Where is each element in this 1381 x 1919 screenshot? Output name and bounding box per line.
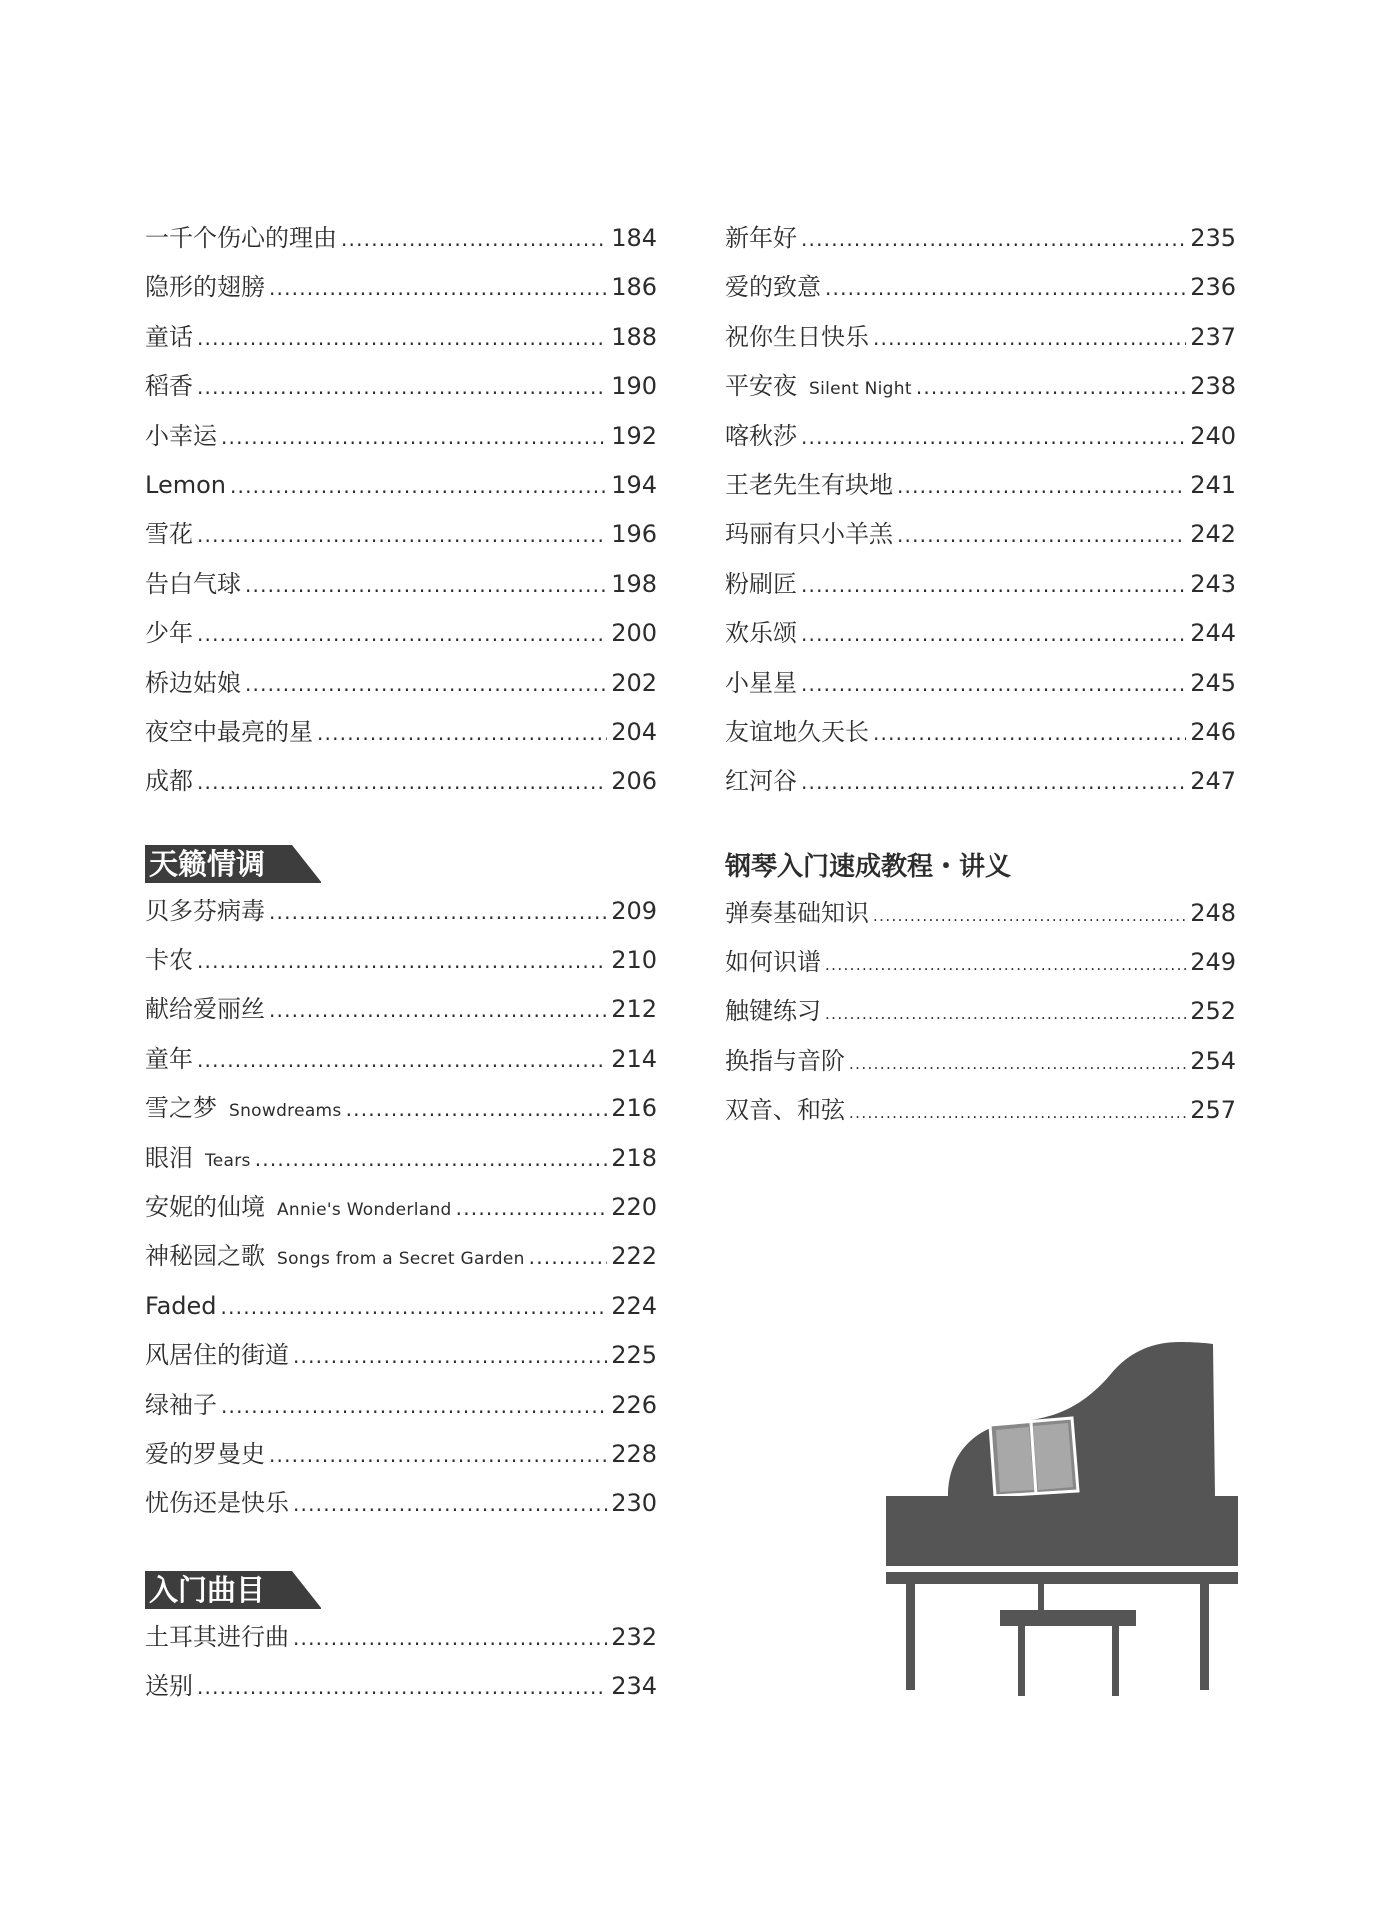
toc-entry-title: 安妮的仙境 [145,1193,265,1222]
toc-entry-page-number: 238 [1190,372,1236,401]
toc-entry-page-number: 188 [611,322,657,351]
toc-entry [725,313,1236,362]
toc-entry-page-number: 216 [611,1094,657,1123]
toc-entry-page-number: 184 [611,224,657,252]
toc-entry [145,887,657,936]
toc-left-column [145,214,657,1712]
toc-entry-page-number: 234 [611,1672,657,1701]
toc-entry-title: 神秘园之歌 [145,1242,265,1271]
toc-entry [145,1430,657,1479]
toc-entry-page-number: 226 [611,1390,657,1419]
toc-entry [725,1037,1236,1086]
toc-entry [145,560,657,609]
toc-entry-title: 玛丽有只小羊羔 [725,520,893,549]
dot-leader [269,986,607,1035]
toc-entry-title: 爱的致意 [725,273,821,302]
toc-entry-title: 欢乐颂 [725,619,797,648]
dot-leader [801,215,1186,264]
dot-leader [197,1036,607,1085]
toc-entry-title: 桥边姑娘 [145,668,241,697]
toc-entry-title: 爱的罗曼史 [145,1439,265,1468]
toc-entry-page-number: 241 [1190,470,1236,499]
dot-leader [255,1135,607,1184]
toc-entry-title: 告白气球 [145,569,241,598]
toc-entry-page-number: 186 [611,273,657,302]
toc-entry-page-number: 237 [1190,322,1236,351]
toc-entry [145,1084,657,1133]
toc-entry-page-number: 200 [611,619,657,648]
toc-entry-title: 少年 [145,619,193,648]
section-heading-tiannai: 天籁情调 [145,845,321,883]
toc-entry [725,889,1236,938]
toc-entry-page-number: 244 [1190,619,1236,648]
dot-leader [269,1431,607,1480]
dot-leader [897,462,1186,511]
grand-piano-icon [880,1330,1240,1700]
dot-leader [873,892,1186,941]
toc-entry-page-number: 235 [1190,224,1236,252]
dot-leader [245,660,607,709]
toc-entry-page-number: 214 [611,1044,657,1073]
toc-entry-page-number: 247 [1190,767,1236,796]
dot-leader [317,709,607,758]
toc-entry-title: 友谊地久天长 [725,717,869,746]
dot-leader [293,1332,607,1381]
toc-entry-page-number: 194 [611,470,657,499]
toc-entry-subtitle: Silent Night [809,379,912,400]
toc-entry-title: 绿袖子 [145,1390,217,1419]
toc-entry-page-number: 246 [1190,717,1236,746]
dot-leader [221,1283,608,1332]
toc-group [725,889,1236,1136]
section-heading-rumen: 入门曲目 [145,1571,321,1609]
toc-entry-title: 献给爱丽丝 [145,995,265,1024]
toc-entry-title: 喀秋莎 [725,421,797,450]
toc-entry [145,412,657,461]
toc-entry-title: 送别 [145,1672,193,1701]
dot-leader [269,888,607,937]
dot-leader [873,709,1186,758]
toc-group [725,214,1236,807]
dot-leader [230,462,607,511]
toc-entry [145,214,657,263]
toc-entry [145,708,657,757]
toc-entry-title: 触键练习 [725,997,821,1026]
dot-leader [801,561,1186,610]
dot-leader [897,511,1186,560]
toc-entry-title: 隐形的翅膀 [145,273,265,302]
toc-entry-title: 小幸运 [145,421,217,450]
toc-entry [145,609,657,658]
dot-leader [293,1480,607,1529]
toc-entry [145,1134,657,1183]
toc-entry-title: 新年好 [725,224,797,252]
dot-leader [456,1184,608,1233]
toc-entry-page-number: 222 [611,1242,657,1271]
toc-entry [145,1479,657,1528]
toc-entry-title: 平安夜 [725,372,797,401]
toc-entry [145,1035,657,1084]
dot-leader [197,314,607,363]
dot-leader [293,1614,607,1663]
toc-entry-title: 双音、和弦 [725,1096,845,1125]
dot-leader [849,1040,1186,1089]
toc-entry [145,1183,657,1232]
toc-group [145,214,657,807]
toc-entry [725,1086,1236,1135]
toc-entry [725,560,1236,609]
toc-entry [725,659,1236,708]
toc-entry-page-number: 236 [1190,273,1236,302]
toc-entry [145,1282,657,1331]
toc-entry [725,263,1236,312]
toc-entry-title: 成都 [145,767,193,796]
toc-entry [145,1232,657,1281]
dot-leader [529,1233,608,1282]
toc-entry [145,757,657,806]
toc-entry [725,757,1236,806]
toc-entry-title: Lemon [145,470,226,499]
toc-entry-title: 风居住的街道 [145,1341,289,1370]
toc-entry-page-number: 206 [611,767,657,796]
toc-entry [145,1613,657,1662]
toc-entry [725,938,1236,987]
toc-right-column [725,214,1236,1136]
toc-entry-page-number: 245 [1190,668,1236,697]
toc-entry-title: 祝你生日快乐 [725,322,869,351]
dot-leader [825,941,1186,990]
toc-entry [145,1662,657,1711]
toc-entry-page-number: 202 [611,668,657,697]
toc-entry-title: 红河谷 [725,767,797,796]
toc-entry-title: 忧伤还是快乐 [145,1489,289,1518]
toc-entry [145,461,657,510]
toc-entry-title: 夜空中最亮的星 [145,717,313,746]
toc-entry-page-number: 224 [611,1291,657,1320]
toc-entry-title: 如何识谱 [725,948,821,977]
dot-leader [269,264,607,313]
toc-entry [725,510,1236,559]
toc-entry-title: 童话 [145,322,193,351]
toc-entry-page-number: 257 [1190,1096,1236,1125]
toc-entry [145,1331,657,1380]
toc-entry [725,987,1236,1036]
dot-leader [197,758,607,807]
toc-entry-page-number: 196 [611,520,657,549]
dot-leader [801,758,1186,807]
dot-leader [916,363,1186,412]
toc-entry-page-number: 240 [1190,421,1236,450]
toc-entry [145,1381,657,1430]
toc-entry-title: 换指与音阶 [725,1046,845,1075]
dot-leader [197,937,607,986]
toc-entry [145,313,657,362]
dot-leader [801,610,1186,659]
toc-entry-page-number: 220 [611,1193,657,1222]
toc-entry-page-number: 198 [611,569,657,598]
toc-entry-subtitle: Snowdreams [229,1101,342,1122]
toc-entry [725,214,1236,263]
toc-entry-page-number: 232 [611,1622,657,1651]
dot-leader [197,511,607,560]
toc-entry-page-number: 218 [611,1143,657,1172]
toc-entry [145,659,657,708]
toc-entry [145,985,657,1034]
toc-entry-title: Faded [145,1291,217,1320]
dot-leader [849,1089,1186,1138]
toc-entry [145,362,657,411]
toc-entry-page-number: 252 [1190,997,1236,1026]
dot-leader [825,990,1186,1039]
toc-entry-page-number: 212 [611,995,657,1024]
dot-leader [245,561,607,610]
dot-leader [341,215,607,264]
toc-entry-page-number: 254 [1190,1046,1236,1075]
toc-group [145,1613,657,1712]
toc-entry-title: 弹奏基础知识 [725,898,869,927]
toc-entry [145,263,657,312]
toc-entry-title: 雪之梦 [145,1094,217,1123]
toc-entry-page-number: 209 [611,896,657,925]
toc-entry-page-number: 192 [611,421,657,450]
toc-entry [145,510,657,559]
toc-entry [725,461,1236,510]
toc-entry-title: 小星星 [725,668,797,697]
toc-entry-title: 眼泪 [145,1143,193,1172]
toc-entry-title: 王老先生有块地 [725,470,893,499]
toc-entry-page-number: 228 [611,1439,657,1468]
toc-entry-title: 稻香 [145,372,193,401]
toc-entry-page-number: 204 [611,717,657,746]
dot-leader [221,1382,607,1431]
toc-entry [145,936,657,985]
section-heading-tutorial: 钢琴入门速成教程・讲义 [725,851,1012,882]
toc-entry-title: 童年 [145,1044,193,1073]
toc-entry-title: 一千个伤心的理由 [145,224,337,252]
dot-leader [197,610,607,659]
toc-entry-title: 雪花 [145,520,193,549]
dot-leader [346,1085,608,1134]
toc-entry [725,362,1236,411]
toc-entry-page-number: 248 [1190,898,1236,927]
toc-entry-page-number: 249 [1190,948,1236,977]
dot-leader [825,264,1186,313]
dot-leader [197,363,607,412]
toc-entry-title: 卡农 [145,946,193,975]
toc-group [145,887,657,1529]
toc-entry-page-number: 243 [1190,569,1236,598]
toc-entry-page-number: 230 [611,1489,657,1518]
dot-leader [221,413,607,462]
toc-entry-subtitle: Tears [205,1150,251,1171]
toc-entry-subtitle: Songs from a Secret Garden [277,1249,525,1270]
dot-leader [197,1663,607,1712]
toc-entry-title: 贝多芬病毒 [145,896,265,925]
toc-entry-page-number: 225 [611,1341,657,1370]
toc-entry-subtitle: Annie's Wonderland [277,1200,452,1221]
toc-entry-page-number: 210 [611,946,657,975]
toc-entry-page-number: 190 [611,372,657,401]
toc-entry [725,708,1236,757]
toc-entry [725,412,1236,461]
toc-entry [725,609,1236,658]
toc-entry-page-number: 242 [1190,520,1236,549]
toc-entry-title: 土耳其进行曲 [145,1622,289,1651]
dot-leader [873,314,1186,363]
dot-leader [801,660,1186,709]
toc-entry-title: 粉刷匠 [725,569,797,598]
dot-leader [801,413,1186,462]
